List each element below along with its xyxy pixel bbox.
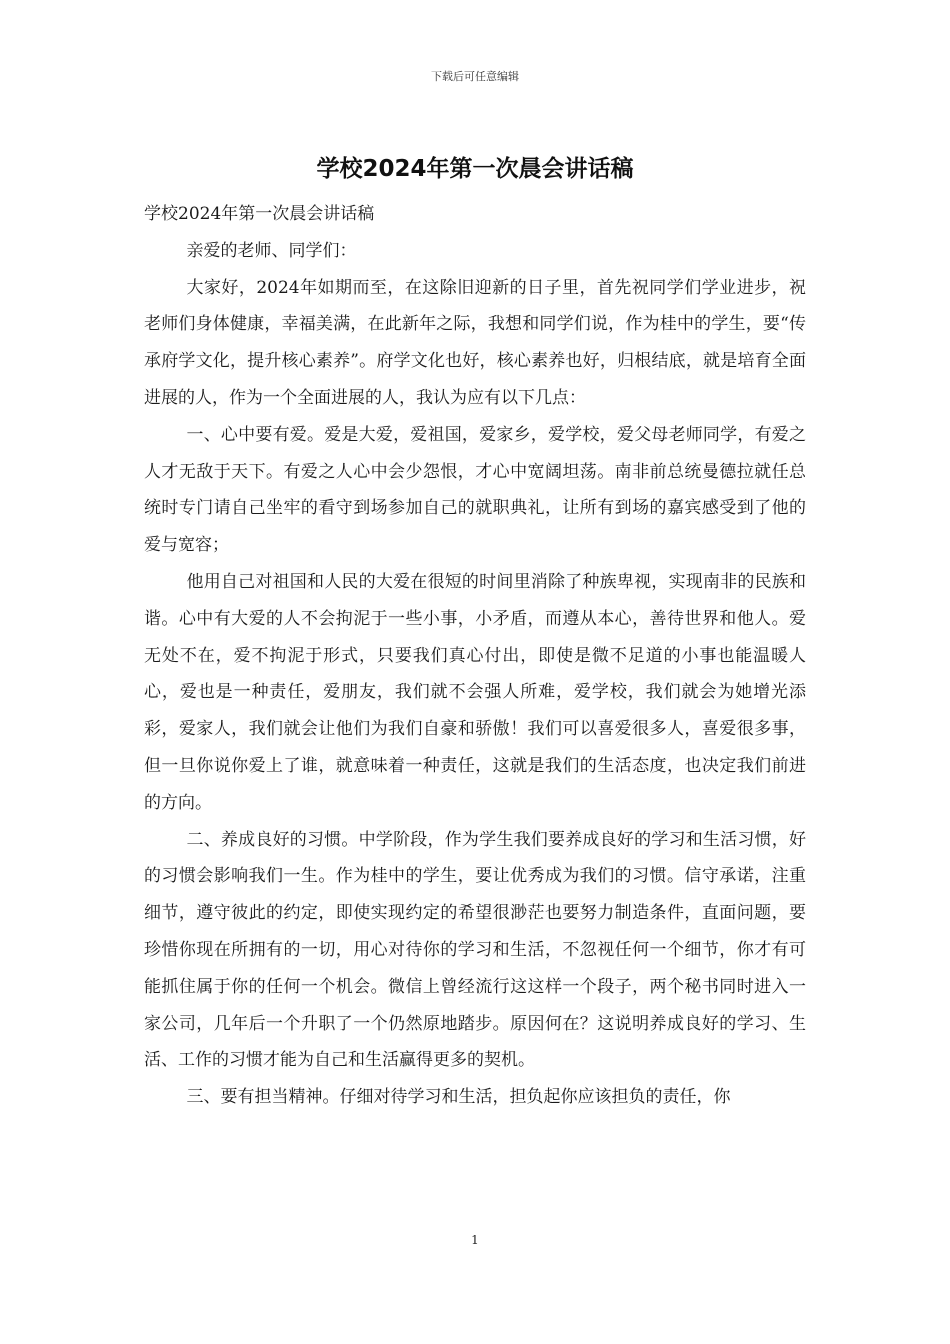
paragraph-point-two: 二、养成良好的习惯。中学阶段，作为学生我们要养成良好的学习和生活习惯，好的习惯会影响我们一生。作为桂中的学生，要让优秀成为我们的习惯。信守承诺，注重细节，遵守彼此的约定，即使实现约定的希望很渺茫也要努力制造条件，直面问题，要珍惜你现在所拥有的一切，用心对待你的学习和生活，不忽视任何一个细节，你才有可能抓住属于你的任何一个机会。微信上曾经流行这这样一个段子，两个秘书同时进入一家公司，几年后一个升职了一个仍然原地踏步。原因何在？这说明养成良好的学习、生活、工作的习惯才能为自己和生活赢得更多的契机。 <box>144 829 806 1071</box>
document-title: 学校2024年第一次晨会讲话稿 <box>316 156 634 182</box>
document-body <box>144 196 806 1116</box>
paragraph-subtitle: 学校2024年第一次晨会讲话稿 <box>144 204 375 224</box>
paragraph-greeting: 大家好，2024年如期而至，在这除旧迎新的日子里，首先祝同学们学业进步，祝老师们身体健康，幸福美满，在此新年之际，我想和同学们说，作为桂中的学生，要“传承府学文化，提升核心素养”。府学文化也好，核心素养也好，归根结底，就是培育全面进展的人，作为一个全面进展的人，我认为应有以下几点： <box>144 277 806 408</box>
header-note: 下载后可任意编辑 <box>431 70 519 83</box>
paragraph-point-one: 一、心中要有爱。爱是大爱，爱祖国，爱家乡，爱学校，爱父母老师同学，有爱之人才无敌于天下。有爱之人心中会少怨恨，才心中宽阔坦荡。南非前总统曼德拉就任总统时专门请自己坐牢的看守到场参加自己的就职典礼，让所有到场的嘉宾感受到了他的爱与宽容； <box>144 424 806 556</box>
page-number: 1 <box>471 1233 479 1247</box>
paragraph-salutation: 亲爱的老师、同学们： <box>186 240 357 261</box>
paragraph-point-three: 三、要有担当精神。仔细对待学习和生活，担负起你应该担负的责任，你 <box>186 1087 731 1108</box>
paragraph-point-one-continued: 他用自己对祖国和人民的大爱在很短的时间里消除了种族卑视，实现南非的民族和谐。心中有大爱的人不会拘泥于一些小事，小矛盾，而遵从本心，善待世界和他人。爱无处不在，爱不拘泥于形式，只要我们真心付出，即使是微不足道的小事也能温暖人心，爱也是一种责任，爱朋友，我们就不会强人所难，爱学校，我们就会为她增光添彩，爱家人，我们就会让他们为我们自豪和骄傲！我们可以喜爱很多人，喜爱很多事，但一旦你说你爱上了谁，就意味着一种责任，这就是我们的生活态度，也决定我们前进的方向。 <box>144 571 806 813</box>
